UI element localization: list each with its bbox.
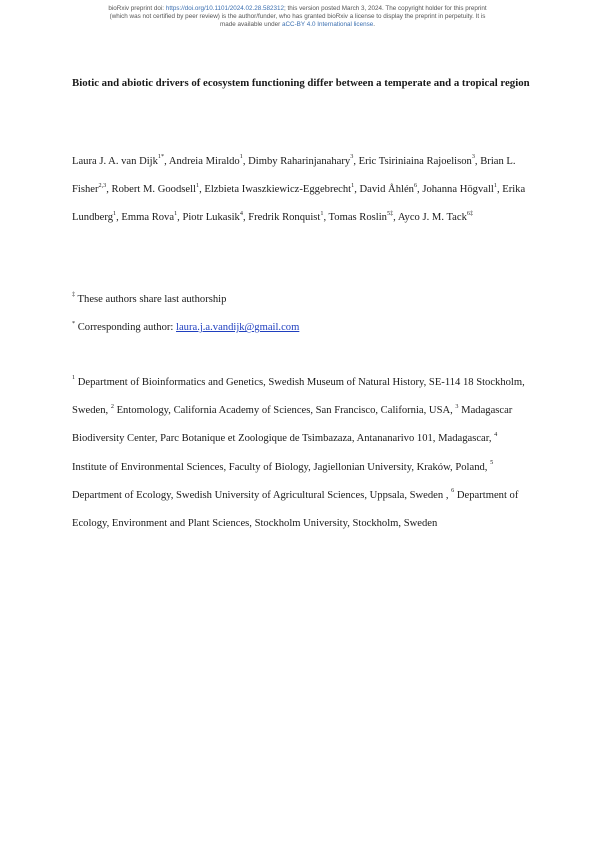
author-affiliation-marker: 1	[351, 181, 355, 189]
affiliation-text: Institute of Environmental Sciences, Faculty of Biology, Jagiellonian University, Kraków, Poland,	[72, 461, 491, 473]
author-affiliation-marker: 5‡	[386, 209, 394, 217]
affiliation-list	[72, 369, 527, 538]
affiliation-text: Department of Ecology, Swedish University of Agricultural Sciences, Uppsala, Sweden ,	[72, 489, 452, 501]
author-affiliation-marker: 6	[413, 181, 418, 189]
affiliation-number: 5	[490, 459, 494, 467]
preprint-notice	[0, 5, 595, 30]
preprint-notice-line-2: (which was not certified by peer review) is the author/funder, who has granted bioRxiv a license to display the preprint in perpetuity. It is	[109, 13, 486, 21]
affiliation-text: Department of Bioinformatics and Genetics, Swedish Museum of Natural History, SE-114 18 Stockholm, Sweden,	[72, 377, 525, 417]
preprint-notice-line-3	[0, 21, 595, 29]
author-affiliation-marker: 1	[113, 209, 117, 217]
license-link[interactable]: aCC-BY 4.0 International license	[281, 21, 374, 29]
author-separator: ,	[353, 156, 359, 167]
author-affiliation-marker: 1	[174, 209, 178, 217]
author-name: Johanna Högvall	[422, 184, 494, 196]
asterisk-symbol: *	[72, 319, 76, 327]
author-name: Dimby Raharinjanahary	[248, 156, 351, 167]
author-affiliation-marker: 1	[320, 209, 324, 217]
author-name: Laura J. A. van Dijk	[72, 156, 158, 167]
author-affiliation-marker: 3	[471, 153, 475, 161]
author-separator: ,	[242, 156, 249, 167]
author-separator: ,	[106, 184, 112, 196]
affiliation-text: Entomology, California Academy of Sciences, San Francisco, California, USA,	[113, 405, 456, 417]
author-affiliation-marker: 1*	[157, 153, 165, 161]
corresponding-email-link[interactable]: laura.j.a.vandijk@gmail.com	[176, 322, 300, 334]
author-name: Fredrik Ronquist	[248, 212, 321, 224]
author-notes	[72, 286, 527, 342]
author-separator: ,	[474, 156, 481, 167]
author-separator: ,	[354, 184, 360, 196]
author-name: Tomas Roslin	[328, 212, 387, 224]
author-separator: ,	[177, 212, 183, 224]
author-separator: ,	[164, 156, 169, 167]
affiliation-text: Madagascar Biodiversity Center, Parc Botanique et Zoologique de Tsimbazaza, Antananarivo 101, Madagascar,	[72, 405, 513, 445]
preprint-posted-text: ; this version posted March 3, 2024. The copyright holder for this preprint	[284, 5, 487, 12]
affiliation-number: 4	[494, 430, 498, 438]
author-affiliation-marker: 6‡	[466, 209, 474, 217]
author-separator: ,	[242, 212, 249, 224]
author-name: Brian L. Fisher	[72, 156, 516, 196]
author-affiliation-marker: 4	[239, 209, 243, 217]
author-name: Emma Rova	[121, 212, 175, 224]
author-name: Erika Lundberg	[72, 184, 526, 224]
affiliation-text: Department of Ecology, Environment and Plant Sciences, Stockholm University, Stockholm, Sweden	[72, 489, 519, 530]
corresponding-author-note	[72, 314, 527, 342]
preprint-notice-line-1	[0, 5, 595, 13]
author-affiliation-marker: 1	[195, 181, 200, 189]
license-suffix: .	[373, 21, 375, 29]
shared-authorship-note	[72, 286, 527, 314]
author-separator: ,	[323, 212, 329, 224]
double-dagger-symbol: ‡	[72, 291, 76, 299]
doi-link[interactable]: https://doi.org/10.1101/2024.02.28.582312	[165, 5, 285, 12]
affiliation-number: 2	[110, 402, 114, 410]
author-separator: ,	[199, 184, 205, 196]
shared-authorship-text: These authors share last authorship	[75, 294, 227, 305]
author-affiliation-marker: 2,3	[98, 181, 107, 189]
author-separator: ,	[116, 212, 122, 224]
preprint-doi-label: bioRxiv preprint doi:	[108, 5, 166, 12]
author-affiliation-marker: 1	[493, 181, 497, 189]
affiliation-number: 1	[72, 374, 76, 382]
author-name: Andreia Miraldo	[168, 156, 240, 167]
author-name: Robert M. Goodsell	[111, 184, 196, 196]
author-affiliation-marker: 1	[239, 153, 243, 161]
author-name: Ayco J. M. Tack	[397, 212, 467, 224]
author-name: Piotr Lukasik	[182, 212, 240, 224]
author-affiliation-marker: 3	[350, 153, 354, 161]
author-name: Eric Tsiriniaina Rajoelison	[358, 156, 472, 167]
author-separator: ,	[417, 184, 423, 196]
affiliation-number: 6	[451, 487, 455, 495]
license-prefix: made available under	[220, 21, 282, 29]
paper-title: Biotic and abiotic drivers of ecosystem functioning differ between a temperate and a tropical region	[72, 77, 530, 89]
author-list	[72, 148, 527, 233]
affiliation-number: 3	[455, 402, 459, 410]
author-name: Elzbieta Iwaszkiewicz-Eggebrecht	[204, 184, 352, 196]
author-separator: ,	[496, 184, 503, 196]
corresponding-author-label: Corresponding author:	[75, 322, 177, 334]
author-name: David Åhlén	[359, 184, 414, 196]
author-separator: ,	[393, 212, 398, 224]
